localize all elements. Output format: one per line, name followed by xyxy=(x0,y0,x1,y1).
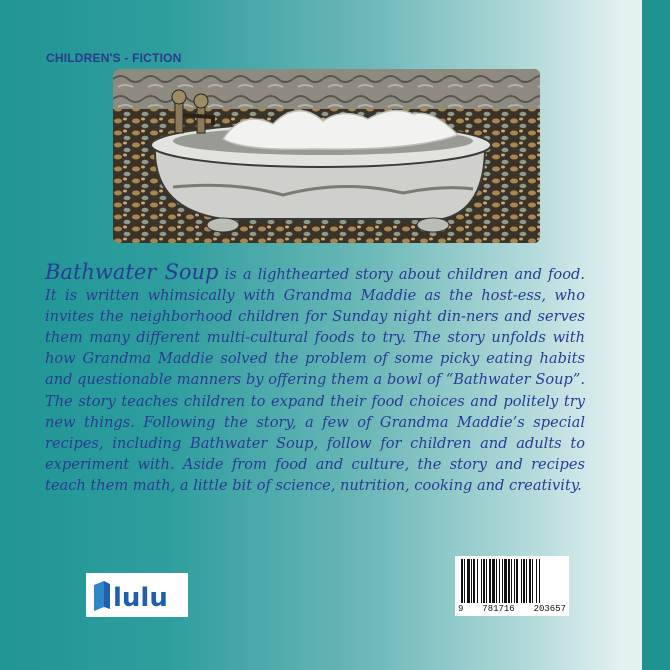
barcode-bar xyxy=(511,559,512,603)
barcode-bar xyxy=(508,559,510,603)
description-body: is a lighthearted story about children and food. It is written whimsically with Grandma Maddie as the host-ess, who invites the neighborhood children for Sunday night din-ners and serves them many different multi-cultural foods to try. The story unfolds with how Grandma Maddie solved the problem of some picky eating habits and questionable manners by offering them a bowl of “Bathwater Soup”. The story teaches children to expand their food choices and politely try new things. Following the story, a few of Grandma Maddie’s special recipes, including Bathwater Soup, follow for children and adults to experiment with. Aside from food and culture, the story and recipes teach them math, a little bit of science, nutrition, cooking and creativity. xyxy=(45,266,585,494)
barcode-bar xyxy=(489,559,491,603)
publisher-name: lulu xyxy=(113,583,168,613)
barcode-bar xyxy=(521,559,522,603)
barcode-bar xyxy=(532,559,533,603)
barcode-bar xyxy=(471,559,472,603)
barcode-digits-right: 203657 xyxy=(533,604,566,614)
category-label: CHILDREN'S - FICTION xyxy=(46,51,182,65)
bathtub-illustration xyxy=(113,69,540,243)
barcode-bar xyxy=(536,559,537,603)
book-icon xyxy=(94,581,110,611)
book-title: Bathwater Soup xyxy=(45,260,219,284)
barcode-bar xyxy=(483,559,485,603)
barcode-bar xyxy=(529,559,531,603)
barcode-bar xyxy=(526,559,527,603)
barcode-bar xyxy=(467,559,470,603)
barcode-bar xyxy=(477,559,478,603)
barcode-bar xyxy=(486,559,487,603)
barcode-bar xyxy=(496,559,497,603)
barcode-bar xyxy=(473,559,475,603)
barcode-bar xyxy=(481,559,482,603)
barcode-bar xyxy=(502,559,503,603)
barcode-bar xyxy=(461,559,463,603)
cover-photo xyxy=(113,69,540,243)
book-description xyxy=(45,262,585,496)
barcode-bar xyxy=(523,559,525,603)
publisher-logo xyxy=(86,573,188,617)
barcode-bar xyxy=(514,559,515,603)
barcode-bar xyxy=(539,559,540,603)
barcode-bar xyxy=(464,559,465,603)
barcode-bar xyxy=(504,559,507,603)
barcode-bar xyxy=(516,559,518,603)
barcode-digits-mid: 781716 xyxy=(482,604,515,614)
barcode-bar xyxy=(492,559,495,603)
isbn-barcode xyxy=(455,556,569,616)
barcode-bar xyxy=(499,559,500,603)
barcode-digit-left: 9 xyxy=(458,604,464,614)
book-spine xyxy=(642,0,670,670)
